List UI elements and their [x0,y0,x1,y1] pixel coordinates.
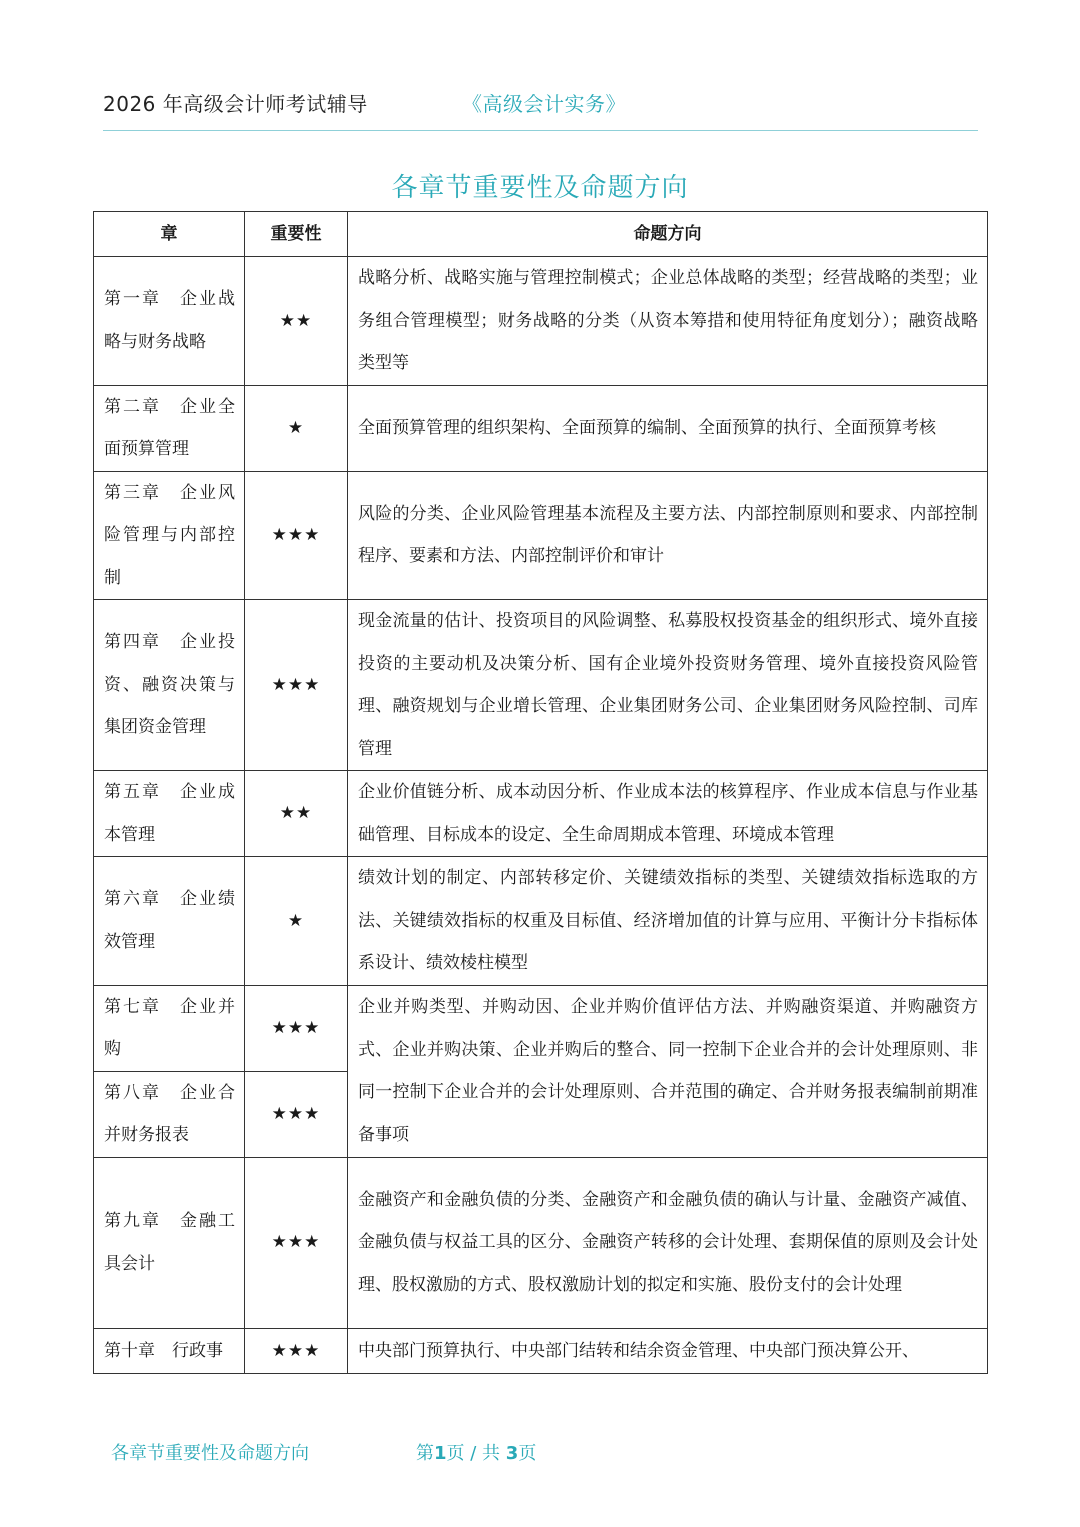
table-row [94,385,988,471]
direction-cell: 战略分析、战略实施与管理控制模式；企业总体战略的类型；经营战略的类型；业务组合管理模型；财务战略的分类（从资本筹措和使用特征角度划分）；融资战略类型等 [348,257,988,386]
importance-stars: ★★ [245,771,348,857]
footer-page-total: 3 [505,1443,519,1464]
header-direction: 命题方向 [348,212,988,257]
importance-stars: ★★ [245,257,348,386]
chapter-cell: 第五章 企业成本管理 [94,771,245,857]
direction-cell: 全面预算管理的组织架构、全面预算的编制、全面预算的执行、全面预算考核 [348,385,988,471]
header-book-title: 《高级会计实务》 [462,92,626,116]
table-row [94,257,988,386]
footer-page-number [416,1439,536,1465]
table-row [94,1157,988,1328]
chapter-cell: 第七章 企业并购 [94,985,245,1071]
direction-cell: 绩效计划的制定、内部转移定价、关键绩效指标的类型、关键绩效指标选取的方法、关键绩效指标的权重及目标值、经济增加值的计算与应用、平衡计分卡指标体系设计、绩效棱柱模型 [348,857,988,986]
chapter-cell: 第六章 企业绩效管理 [94,857,245,986]
importance-stars: ★★★ [245,985,348,1071]
chapter-cell: 第十章 行政事 [94,1328,245,1374]
chapter-cell: 第二章 企业全面预算管理 [94,385,245,471]
table-row [94,1328,988,1374]
importance-stars: ★★★ [245,600,348,771]
table-row [94,985,988,1071]
importance-stars: ★★★ [245,1157,348,1328]
importance-stars: ★ [245,385,348,471]
chapter-cell: 第九章 金融工具会计 [94,1157,245,1328]
direction-cell: 中央部门预算执行、中央部门结转和结余资金管理、中央部门预决算公开、 [348,1328,988,1374]
chapter-cell: 第一章 企业战略与财务战略 [94,257,245,386]
header-course-name: 2026 年高级会计师考试辅导 [103,92,368,116]
footer-page-mid: 页 / 共 [446,1443,501,1464]
chapter-cell: 第四章 企业投资、融资决策与集团资金管理 [94,600,245,771]
table-row [94,471,988,600]
importance-stars: ★ [245,857,348,986]
direction-cell: 企业价值链分析、成本动因分析、作业成本法的核算程序、作业成本信息与作业基础管理、目标成本的设定、全生命周期成本管理、环境成本管理 [348,771,988,857]
importance-stars: ★★★ [245,471,348,600]
direction-cell: 现金流量的估计、投资项目的风险调整、私募股权投资基金的组织形式、境外直接投资的主要动机及决策分析、国有企业境外投资财务管理、境外直接投资风险管理、融资规划与企业增长管理、企业集团财务公司、企业集团财务风险控制、司库管理 [348,600,988,771]
footer-page-suffix: 页 [518,1443,537,1464]
direction-cell: 企业并购类型、并购动因、企业并购价值评估方法、并购融资渠道、并购融资方式、企业并购决策、企业并购后的整合、同一控制下企业合并的会计处理原则、非同一控制下企业合并的会计处理原则、合并范围的确定、合并财务报表编制前期准备事项 [348,985,988,1157]
header-chapter: 章 [94,212,245,257]
direction-cell: 风险的分类、企业风险管理基本流程及主要方法、内部控制原则和要求、内部控制程序、要素和方法、内部控制评价和审计 [348,471,988,600]
page-title: 各章节重要性及命题方向 [391,173,689,203]
table-row [94,771,988,857]
table-row [94,857,988,986]
header-importance: 重要性 [245,212,348,257]
direction-cell: 金融资产和金融负债的分类、金融资产和金融负债的确认与计量、金融资产减值、金融负债与权益工具的区分、金融资产转移的会计处理、套期保值的原则及会计处理、股权激励的方式、股权激励计划的拟定和实施、股份支付的会计处理 [348,1157,988,1328]
footer-page-current: 1 [434,1443,447,1464]
header-divider [103,130,978,131]
importance-stars: ★★★ [245,1328,348,1374]
footer-doc-name: 各章节重要性及命题方向 [111,1443,309,1464]
chapter-table [93,211,988,1374]
importance-stars: ★★★ [245,1071,348,1157]
chapter-cell: 第八章 企业合并财务报表 [94,1071,245,1157]
table-header-row [94,212,988,257]
footer-page-prefix: 第 [416,1443,434,1464]
table-row [94,600,988,771]
chapter-cell: 第三章 企业风险管理与内部控制 [94,471,245,600]
